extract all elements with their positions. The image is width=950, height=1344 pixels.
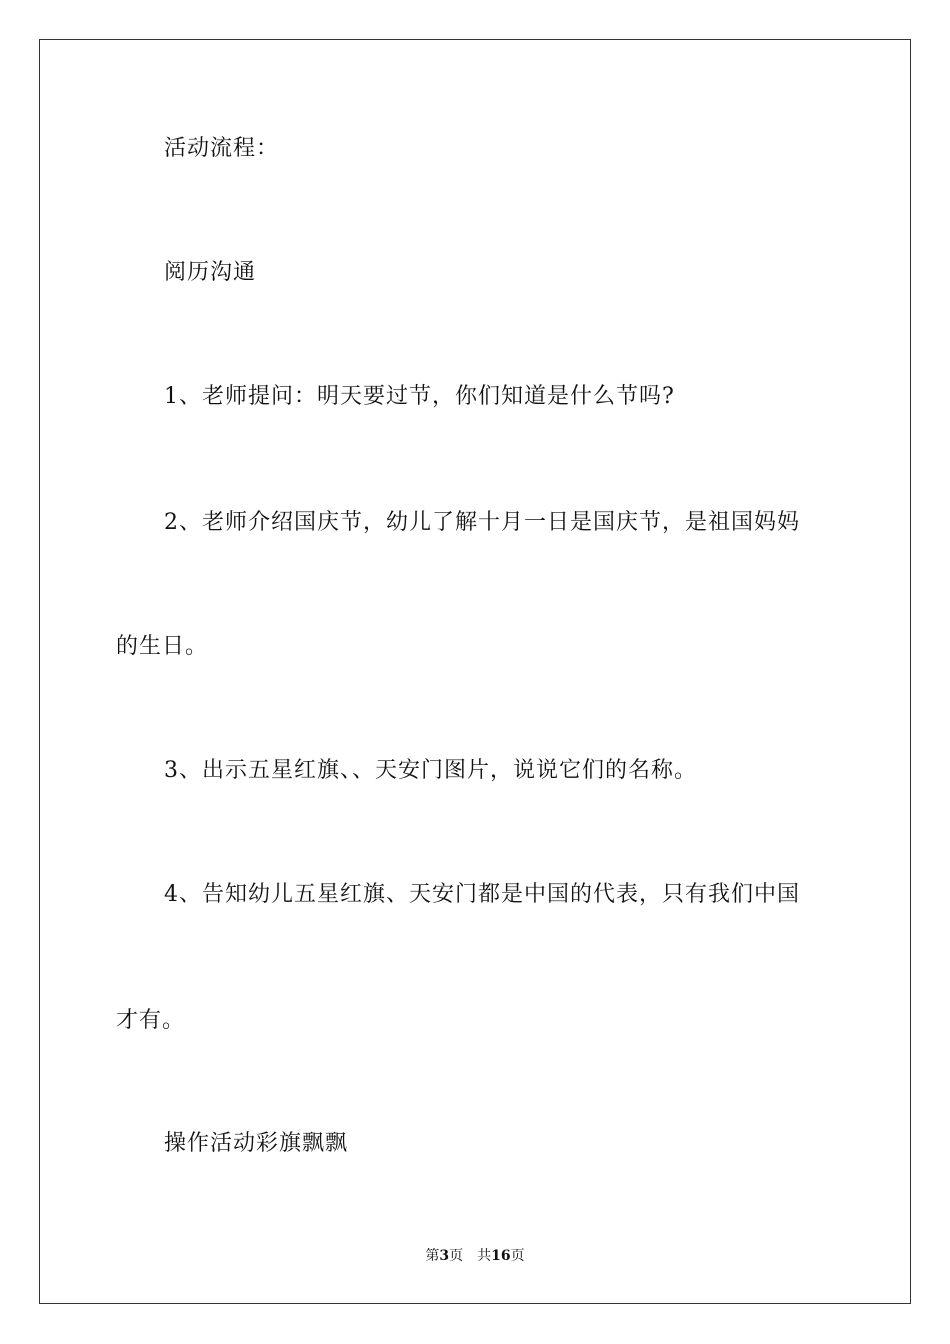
paragraph-step-4-continued: 才有。 xyxy=(116,1008,186,1033)
footer-page-number: 3 xyxy=(439,1248,450,1264)
footer-page-suffix: 页 xyxy=(449,1248,464,1264)
footer-total-suffix: 页 xyxy=(510,1248,525,1264)
paragraph-step-2-continued: 的生日。 xyxy=(116,634,209,659)
paragraph-step-4: 4、告知幼儿五星红旗、天安门都是中国的代表，只有我们中国 xyxy=(164,882,800,907)
paragraph-step-3: 3、出示五星红旗、、天安门图片，说说它们的名称。 xyxy=(164,758,697,783)
footer-page-prefix: 第 xyxy=(425,1248,440,1264)
paragraph-activity-process-heading: 活动流程： xyxy=(164,136,280,161)
paragraph-experience-communication: 阅历沟通 xyxy=(164,260,257,285)
paragraph-operation-activity: 操作活动彩旗飘飘 xyxy=(164,1131,349,1156)
footer-total-pages: 16 xyxy=(491,1248,511,1264)
page-border xyxy=(39,39,911,1304)
paragraph-step-1: 1、老师提问：明天要过节，你们知道是什么节吗? xyxy=(164,384,675,409)
paragraph-step-2: 2、老师介绍国庆节，幼儿了解十月一日是国庆节，是祖国妈妈 xyxy=(164,510,800,535)
page-footer xyxy=(0,1247,950,1265)
footer-total-prefix: 共 xyxy=(477,1248,492,1264)
